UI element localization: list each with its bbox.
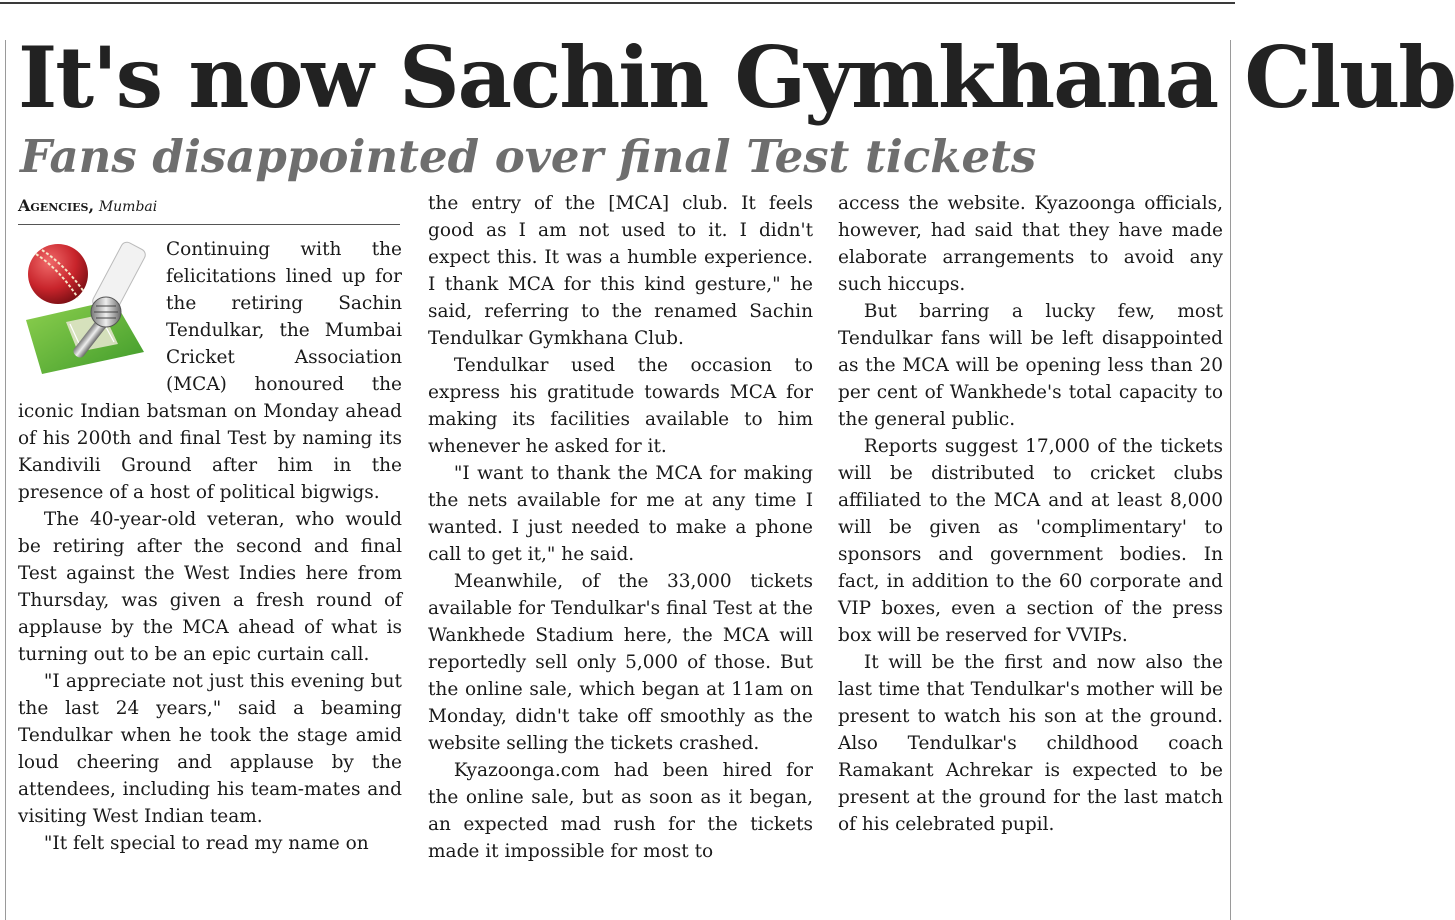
paragraph: Continuing with the felicitations lined up for the retiring Sachin Tendulkar, the Mumbai Cricket Association (MCA) honoured the iconic Indian batsman on Monday ahead of his 200th and final Test by naming its Kandivili Ground after him in the presence of a host of political bigwigs.	[18, 239, 402, 503]
cricket-logo-icon	[18, 240, 158, 376]
paragraph: Meanwhile, of the 33,000 tickets available for Tendulkar's final Test at the Wankhede Stadium here, the MCA will reportedly sell only 5,000 of those. But the online sale, which began at 11am on Monday, didn't take off smoothly as the website selling the tickets crashed.	[428, 571, 813, 754]
byline-agency: Agencies,	[18, 196, 95, 215]
right-border	[1230, 40, 1231, 920]
top-rule	[0, 2, 1235, 4]
article-column-3	[838, 190, 1223, 920]
paragraph: Kyazoonga.com had been hired for the online sale, but as soon as it began, an expected mad rush for the tickets made it impossible for most to	[428, 760, 813, 862]
cricket-ball-microphone-logo	[18, 240, 158, 376]
byline	[18, 196, 157, 217]
paragraph: "It felt special to read my name on	[43, 833, 369, 854]
byline-rule	[18, 224, 400, 225]
paragraph: It will be the first and now also the last time that Tendulkar's mother will be present to watch his son at the ground. Also Tendulkar's childhood coach Ramakant Achrekar is expected to be present at the ground for the last match of his celebrated pupil.	[838, 652, 1223, 835]
left-border	[5, 40, 6, 920]
byline-city: Mumbai	[98, 199, 158, 215]
article-column-2	[428, 190, 813, 920]
paragraph: the entry of the [MCA] club. It feels good as I am not used to it. I didn't expect this. It was a humble experience. I thank MCA for this kind gesture," he said, referring to the renamed Sachin Tendulkar Gymkhana Club.	[428, 193, 813, 349]
paragraph: The 40-year-old veteran, who would be retiring after the second and final Test against the West Indies here from Thursday, was given a fresh round of applause by the MCA ahead of what is turning out to be an epic curtain call.	[18, 509, 402, 665]
paragraph: Tendulkar used the occasion to express his gratitude towards MCA for making its facilities available to him whenever he asked for it.	[428, 355, 813, 457]
headline: It's now Sachin Gymkhana Club	[18, 28, 1455, 127]
subheadline: Fans disappointed over final Test tickets	[20, 130, 1037, 183]
paragraph: Reports suggest 17,000 of the tickets will be distributed to cricket clubs affiliated to the MCA and at least 8,000 will be given as 'complimentary' to sponsors and government bodies. In fact, in addition to the 60 corporate and VIP boxes, even a section of the press box will be reserved for VVIPs.	[838, 436, 1223, 646]
paragraph: But barring a lucky few, most Tendulkar fans will be left disappointed as the MCA will be opening less than 20 per cent of Wankhede's total capacity to the general public.	[838, 301, 1223, 430]
paragraph: access the website. Kyazoonga officials, however, had said that they have made elaborate arrangements to avoid any such hiccups.	[838, 193, 1223, 295]
paragraph: "I want to thank the MCA for making the nets available for me at any time I wanted. I just needed to make a phone call to get it," he said.	[428, 463, 813, 565]
article-column-1	[18, 236, 402, 920]
paragraph: "I appreciate not just this evening but the last 24 years," said a beaming Tendulkar when he took the stage amid loud cheering and applause by the attendees, including his team-mates and visiting West Indian team.	[18, 671, 402, 827]
